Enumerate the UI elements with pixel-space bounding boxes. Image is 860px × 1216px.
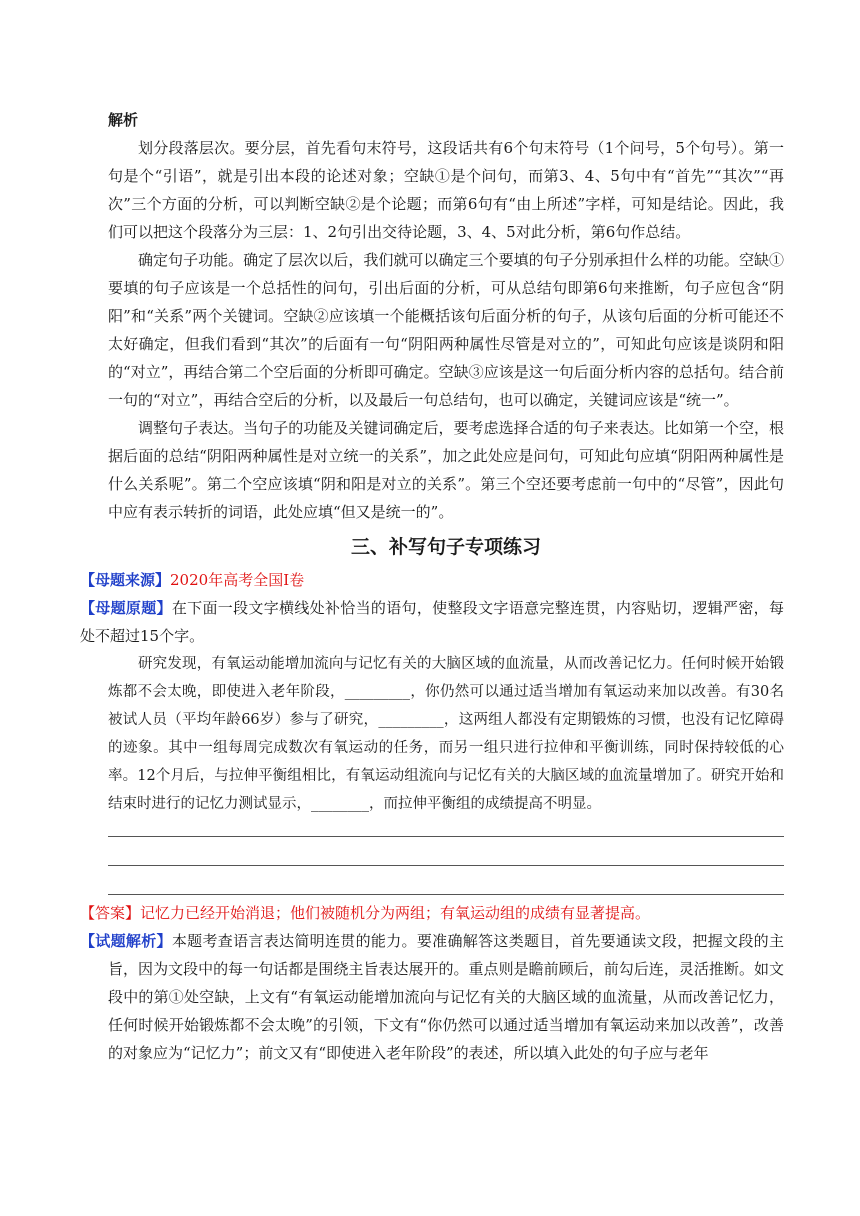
answer-line: [80, 899, 784, 927]
source-text: 2020年高考全国Ⅰ卷: [170, 571, 305, 589]
answer-text: 记忆力已经开始消退；他们被随机分为两组；有氧运动组的成绩有显著提高。: [140, 904, 651, 922]
source-line: [80, 566, 784, 594]
paragraph-function: 确定句子功能。确定了层次以后，我们就可以确定三个要填的句子分别承担什么样的功能。空缺①要填的句子应该是一个总括性的问句，引出后面的分析，可从总结句即第6句来推断，句子应包含“阴阳”和“关系”两个关键词。空缺②应该填一个能概括该句后面分析的句子，从该句后面的分析可能还不太好确定，但我们看到“其次”的后面有一句“阴阳两种属性尽管是对立的”，可知此句应该是谈阴和阳的“对立”，再结合第二个空后面的分析即可确定。空缺③应该是这一句后面分析内容的总括句。结合前一句的“对立”，再结合空后的分析，以及最后一句总结句，也可以确定，关键词应该是“统一”。: [108, 251, 784, 409]
analysis-tag: 【试题解析】: [80, 932, 172, 950]
question-tag: 【母题原题】: [80, 599, 172, 617]
analysis-text: 本题考查语言表达简明连贯的能力。要准确解答这类题目，首先要通读文段，把握文段的主旨，因为文段中的每一句话都是围绕主旨表达展开的。重点则是瞻前顾后，前勾后连，灵活推断。如文段中的第①处空缺，上文有“有氧运动能增加流向与记忆有关的大脑区域的血流量，从而改善记忆力，任何时候开始锻炼都不会太晚”的引领，下文有“你仍然可以通过适当增加有氧运动来加以改善”，改善的对象应为“记忆力”；前文又有“即使进入老年阶段”的表述，所以填入此处的句子应与老年: [108, 932, 784, 1062]
section-title: 三、补写句子专项练习: [350, 536, 541, 558]
paragraph-expression: 调整句子表达。当句子的功能及关键词确定后，要考虑选择合适的句子来表达。比如第一个空，根据后面的总结“阴阳两种属性是对立统一的关系”，加之此处应是问句，可知此句应填“阴阳两种属性是什么关系呢”。第二个空应该填“阴和阳是对立的关系”。第三个空还要考虑前一句中的“尽管”，因此句中应有表示转折的词语，此处应填“但又是统一的”。: [108, 419, 784, 521]
question-line: [80, 594, 784, 650]
passage-text: 研究发现，有氧运动能增加流向与记忆有关的大脑区域的血流量，从而改善记忆力。任何时候开始锻炼都不会太晚，即使进入老年阶段，_________，你仍然可以通过适当增加有氧运动来加以改善。有30名被试人员（平均年龄66岁）参与了研究，_________，这两组人都没有定期锻炼的习惯，也没有记忆障碍的迹象。其中一组每周完成数次有氧运动的任务，而另一组只进行拉伸和平衡训练，同时保持较低的心率。12个月后，与拉伸平衡组相比，有氧运动组流向与记忆有关的大脑区域的血流量增加了。研究开始和结束时进行的记忆力测试显示，________，而拉伸平衡组的成绩提高不明显。: [108, 656, 784, 812]
answer-tag: 【答案】: [80, 904, 141, 922]
paragraph-layering: 划分段落层次。要分层，首先看句末符号，这段话共有6个句末符号（1个问号，5个句号）。第一句是个“引语”，就是引出本段的论述对象；空缺①是个问句，而第3、4、5句中有“首先”“其次”“再次”三个方面的分析，可以判断空缺②是个论题；而第6句有“由上所述”字样，可知是结论。因此，我们可以把这个段落分为三层：1、2句引出交待论题，3、4、5对此分析，第6句作总结。: [108, 139, 784, 241]
question-text: 在下面一段文字横线处补恰当的语句，使整段文字语意完整连贯，内容贴切，逻辑严密，每处不超过15个字。: [80, 599, 784, 645]
content-column: [80, 106, 784, 1067]
analysis-heading: 解析: [108, 111, 139, 129]
analysis-block: [80, 927, 784, 1067]
source-tag: 【母题来源】: [80, 571, 171, 589]
